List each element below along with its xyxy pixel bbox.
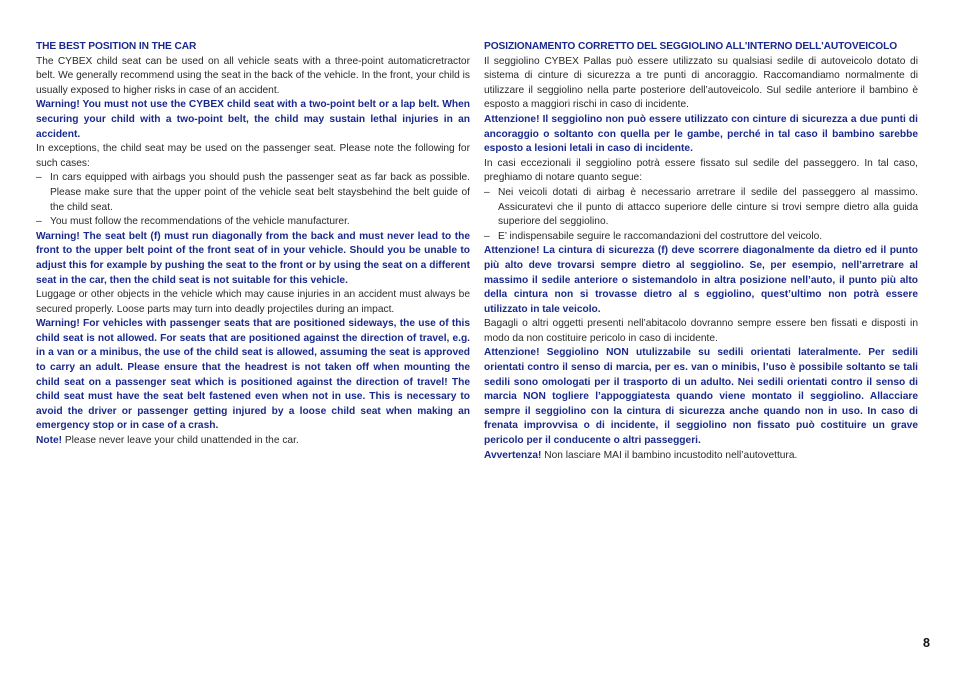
list-item-airbag-en: [36, 171, 470, 215]
page-number: 8: [923, 636, 930, 650]
list-item-manufacturer-it: [484, 230, 918, 245]
warning-seat-belt-diagonal-it: Attenzione! La cintura di sicurezza (f) deve scorrere diagonalmente da dietro ed il punto più alto deve trovarsi sempre dietro al seggiolino. Se, per esempio, nell’arretrare al massimo il sedile anteriore o sistemandolo in altra posizione nell’auto, il punto più alto della cintura non si trovasse dietro al s eggiolino, quest’ultimo non potrà essere utilizzato in tale veicolo.: [484, 245, 918, 315]
list-item-text: In cars equipped with airbags you should push the passenger seat as far back as possible. Please make sure that the upper point of the vehicle seat belt staysbehind the belt guide of the child seat.: [50, 172, 470, 213]
paragraph-passenger-seat-en: In exceptions, the child seat may be used on the passenger seat. Please note the following for such cases:: [36, 143, 470, 169]
paragraph-seat-usage-it: Il seggiolino CYBEX Pallas può essere utilizzato su qualsiasi sedile di autoveicolo dotato di sistema di cinture di sicurezza a tre punti di ancoraggio. Raccomandiamo normalmente di utilizzare il seggiolino nella parte posteriore dell’autoveicolo. Sul sedile anteriore il bambino è esposto a maggiori rischi in caso di incidente.: [484, 55, 918, 111]
paragraph-luggage-it: Bagagli o altri oggetti presenti nell’abitacolo dovranno sempre essere ben fissati e disposti in modo da non costituire pericolo in caso di incidente.: [484, 318, 918, 344]
italian-column: [484, 40, 918, 463]
dash-bullet: –: [484, 186, 490, 198]
note-it: [484, 449, 918, 464]
list-item-text: Nei veicoli dotati di airbag è necessario arretrare il sedile del passeggero al massimo. Assicuratevi che il punto di attacco superiore delle cinture si trovi sempre dietro alla guida superiore del seggiolino.: [498, 186, 918, 228]
note-label-en: Note!: [36, 435, 63, 447]
note-text-en: Please never leave your child unattended in the car.: [62, 435, 299, 447]
warning-two-point-belt-en: Warning! You must not use the CYBEX child seat with a two-point belt or a lap belt. When securing your child with a two-point belt, the child may sustain lethal injuries in an accident.: [36, 99, 470, 140]
dash-bullet: –: [36, 172, 42, 184]
warning-sideways-seats-it: Attenzione! Seggiolino NON utulizzabile su sedili orientati lateralmente. Per sedili orientati contro il senso di marcia, per es. van o minibis, l’uso è possibile soltanto se tali sedili sono omologati per il trasporto di un adulto. Nei sedili orientati contro il senso di marcia NON togliere l’appoggiatesta quando viene montato il seggiolino. Allacciare sempre il seggiolino con la cintura di sicurezza anche quando non in uso. In caso di frenata improvvisa o di incidente, il seggiolino non fissato può costituire un grave pericolo per il conducente o altri passeggeri.: [484, 347, 918, 447]
section-heading-it: POSIZIONAMENTO CORRETTO DEL SEGGIOLINO ALL'INTERNO DELL'AUTOVEICOLO: [484, 41, 898, 52]
dash-bullet: –: [36, 216, 42, 228]
warning-seat-belt-diagonal-en: Warning! The seat belt (f) must run diagonally from the back and must never lead to the front to the upper belt point of the front seat of in your vehicle. Should you be unable to adjust this for example by pushing the seat to the front or by using the seat on a different seat in the car, then the child seat is not suitable for this vehicle.: [36, 230, 470, 286]
paragraph-seat-usage-en: The CYBEX child seat can be used on all vehicle seats with a three-point automaticretractor belt. We generally recommend using the seat in the back of the vehicle. In the front, your child is usually exposed to higher risks in case of an accident.: [36, 55, 470, 96]
dash-bullet: –: [484, 230, 490, 242]
list-item-airbag-it: [484, 186, 918, 230]
warning-two-point-belt-it: Attenzione! Il seggiolino non può essere utilizzato con cinture di sicurezza a due punti di ancoraggio o soltanto con quella per le gambe, perché in tal caso il bambino sarebbe esposto a lesioni letali in caso di incidente.: [484, 113, 918, 155]
warning-sideways-seats-en: Warning! For vehicles with passenger seats that are positioned sideways, the use of this child seat is not allowed. For seats that are positioned against the direction of travel, e.g. in a van or a minibus, the use of the child seat is allowed, assuming the seat is approved to carry an adult. Please ensure that the headrest is not taken off when mounting the child seat on a passenger seat which is positioned against the direction of travel! The child seat must have the seat belt fastened even when not in use. This is necessary to avoid the driver or passenger getting injured by a loose child seat when making an emergency stop or in case of a crash.: [36, 318, 470, 432]
note-en: [36, 434, 470, 449]
list-item-text: You must follow the recommendations of the vehicle manufacturer.: [50, 216, 350, 228]
paragraph-passenger-seat-it: In casi eccezionali il seggiolino potrà essere fissato sul sedile del passeggero. In tal caso, preghiamo di notare quanto segue:: [484, 157, 918, 184]
note-text-it: Non lasciare MAI il bambino incustodito nell’autovettura.: [541, 449, 798, 461]
list-item-manufacturer-en: [36, 215, 470, 230]
paragraph-luggage-en: Luggage or other objects in the vehicle which may cause injuries in an accident must always be secured properly. Loose parts may turn into deadly projectiles during an impact.: [36, 289, 470, 315]
section-heading-en: THE BEST POSITION IN THE CAR: [36, 41, 197, 52]
english-column: [36, 40, 470, 449]
list-item-text: E’ indispensabile seguire le raccomandazioni del costruttore del veicolo.: [498, 230, 823, 242]
note-label-it: Avvertenza!: [484, 449, 542, 461]
